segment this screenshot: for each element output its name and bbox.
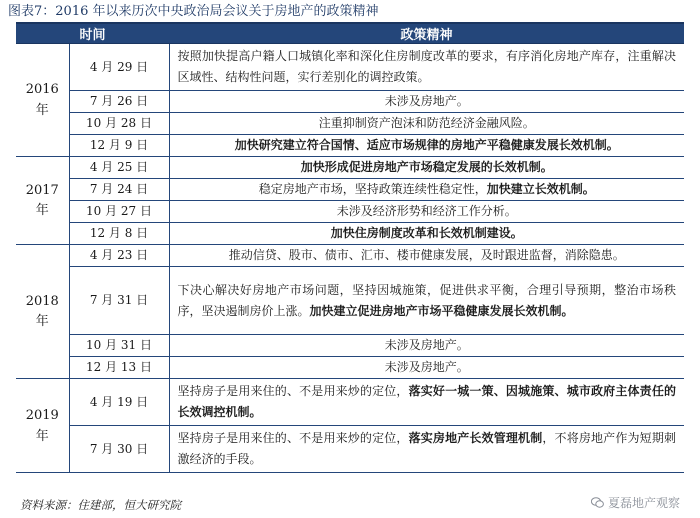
year-suffix: 年 [35, 428, 49, 444]
policy-text: 坚持房子是用来住的、不是用来炒的定位， [177, 384, 409, 398]
table-row [16, 157, 684, 179]
policy-table [16, 22, 684, 473]
date-cell: 4 月 23 日 [69, 245, 169, 267]
date-cell: 12 月 9 日 [69, 135, 169, 157]
year-suffix: 年 [35, 103, 49, 118]
policy-cell [169, 267, 684, 335]
policy-cell [169, 157, 684, 179]
policy-cell [169, 201, 684, 223]
table-row [16, 335, 684, 357]
year-cell-2017 [16, 157, 69, 245]
policy-text-bold: 加快形成促进房地产市场稳定发展的长效机制。 [300, 160, 553, 174]
table-row [16, 201, 684, 223]
policy-cell [169, 335, 684, 357]
table-row [16, 179, 684, 201]
date-cell: 7 月 31 日 [69, 267, 169, 335]
date-cell: 4 月 25 日 [69, 157, 169, 179]
table-row [16, 91, 684, 113]
policy-text-bold: 加快建立促进房地产市场平稳健康发展长效机制。 [309, 303, 574, 318]
policy-text: 未涉及房地产。 [384, 338, 469, 352]
policy-text-bold: 落实房地产长效管理机制 [408, 431, 543, 445]
policy-text-bold: 加快住房制度改革和长效机制建设。 [330, 226, 523, 240]
header-time: 时间 [16, 23, 169, 44]
policy-text: 下决心解决好房地产市场问题，坚持因城施策，促进供求平衡，合理引导预期，整治市场秩序，坚决遏制房价上涨。 [177, 282, 677, 318]
policy-cell [169, 91, 684, 113]
policy-text-bold: 落实好一城一策、因城施策、城市政府主体责任的长效调控机制。 [177, 384, 676, 419]
policy-text: 推动信贷、股市、债市、汇市、楼市健康发展，及时跟进监督，消除隐患。 [228, 248, 625, 262]
policy-text-bold: 加快建立长效机制。 [486, 182, 595, 196]
table-row [16, 113, 684, 135]
table-row [16, 245, 684, 267]
year-label: 2017 [25, 182, 59, 198]
watermark-text: 夏磊地产观察 [607, 496, 680, 510]
table-row [16, 267, 684, 335]
date-cell: 4 月 19 日 [69, 379, 169, 426]
table-row [16, 135, 684, 157]
date-cell: 7 月 24 日 [69, 179, 169, 201]
date-cell: 4 月 29 日 [69, 44, 169, 91]
table-row [16, 44, 684, 91]
year-suffix: 年 [35, 313, 49, 329]
policy-cell [169, 135, 684, 157]
policy-text: ，不将房地产作为短期刺激经济的手段。 [177, 431, 676, 466]
date-cell: 12 月 13 日 [69, 357, 169, 379]
wechat-icon [591, 497, 604, 508]
watermark [591, 494, 680, 511]
policy-cell [169, 426, 684, 473]
date-cell: 7 月 30 日 [69, 426, 169, 473]
year-label: 2019 [25, 407, 59, 423]
date-cell: 7 月 26 日 [69, 91, 169, 113]
policy-cell [169, 44, 684, 91]
date-cell: 10 月 31 日 [69, 335, 169, 357]
policy-cell [169, 245, 684, 267]
table-row [16, 357, 684, 379]
policy-text: 稳定房地产市场，坚持政策连续性稳定性， [258, 182, 487, 196]
policy-cell [169, 113, 684, 135]
header-policy: 政策精神 [169, 23, 684, 44]
policy-text: 未涉及房地产。 [384, 94, 469, 108]
date-cell: 10 月 28 日 [69, 113, 169, 135]
policy-text: 未涉及房地产。 [384, 360, 469, 374]
date-cell: 10 月 27 日 [69, 201, 169, 223]
policy-text: 坚持房子是用来住的、不是用来炒的定位， [177, 431, 409, 445]
policy-text: 未涉及经济形势和经济工作分析。 [336, 204, 517, 218]
policy-text-bold: 加快研究建立符合国情、适应市场规律的房地产平稳健康发展长效机制。 [234, 138, 619, 152]
table-row [16, 426, 684, 473]
year-cell-2016 [16, 44, 69, 157]
table-row [16, 223, 684, 245]
policy-text: 注重抑制资产泡沫和防范经济金融风险。 [318, 116, 535, 130]
policy-cell [169, 223, 684, 245]
table-row [16, 379, 684, 426]
year-suffix: 年 [35, 202, 49, 218]
policy-text: 按照加快提高户籍人口城镇化率和深化住房制度改革的要求，有序消化房地产库存，注重解决区域性、结构性问题，实行差别化的调控政策。 [177, 49, 677, 84]
figure-title: 图表7：2016 年以来历次中央政治局会议关于房地产的政策精神 [8, 4, 379, 19]
year-cell-2019 [16, 379, 69, 473]
policy-cell [169, 179, 684, 201]
source-note: 资料来源：住建部，恒大研究院 [20, 498, 181, 512]
policy-cell [169, 357, 684, 379]
year-label: 2016 [25, 82, 59, 97]
date-cell: 12 月 8 日 [69, 223, 169, 245]
year-label: 2018 [25, 293, 59, 309]
table-header-row [16, 23, 684, 44]
year-cell-2018 [16, 245, 69, 379]
policy-cell [169, 379, 684, 426]
